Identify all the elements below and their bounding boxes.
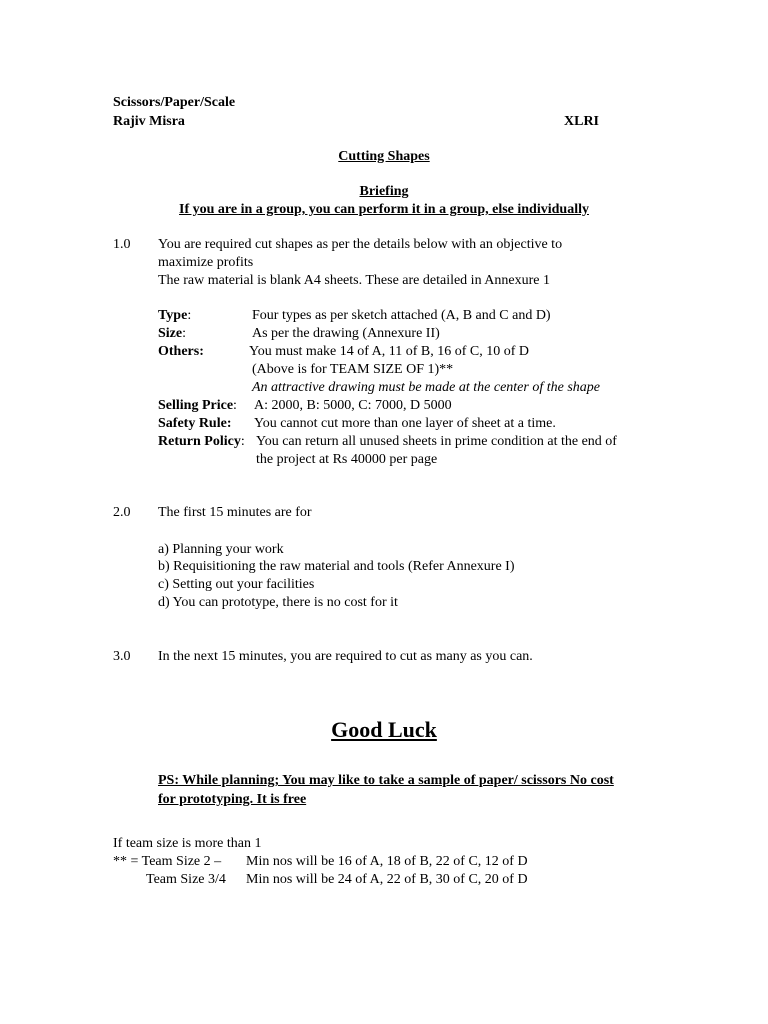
size-value: As per the drawing (Annexure II) bbox=[252, 326, 440, 341]
author-name: Rajiv Misra bbox=[113, 114, 185, 129]
return-label: Return Policy bbox=[158, 434, 241, 449]
others-value2: (Above is for TEAM SIZE OF 1)** bbox=[252, 362, 454, 377]
section1-line3: The raw material is blank A4 sheets. These are detailed in Annexure 1 bbox=[158, 273, 550, 288]
type-value: Four types as per sketch attached (A, B and C and D) bbox=[252, 308, 551, 323]
team-row2-value: Min nos will be 24 of A, 22 of B, 30 of C, 20 of D bbox=[246, 872, 528, 887]
price-label: Selling Price bbox=[158, 398, 234, 413]
others-value1: You must make 14 of A, 11 of B, 16 of C, 10 of D bbox=[249, 344, 530, 359]
size-row: Size: bbox=[158, 326, 186, 341]
return-value2: the project at Rs 40000 per page bbox=[256, 452, 438, 467]
ps-line2: for prototyping. It is free bbox=[158, 792, 307, 807]
type-row: Type: bbox=[158, 308, 192, 323]
price-value: A: 2000, B: 5000, C: 7000, D 5000 bbox=[254, 398, 452, 413]
team-row1-value: Min nos will be 16 of A, 18 of B, 22 of C, 12 of D bbox=[246, 854, 528, 869]
team-intro: If team size is more than 1 bbox=[113, 836, 262, 851]
header-line1: Scissors/Paper/Scale bbox=[113, 95, 236, 110]
section3-number: 3.0 bbox=[113, 649, 131, 664]
section1-line2: maximize profits bbox=[158, 255, 254, 270]
section2-item: c) Setting out your facilities bbox=[158, 577, 315, 592]
section2-intro: The first 15 minutes are for bbox=[158, 505, 312, 520]
briefing-subheading: If you are in a group, you can perform it in a group, else individually bbox=[179, 202, 589, 217]
institution-name: XLRI bbox=[564, 114, 600, 129]
briefing-heading: Briefing bbox=[359, 184, 409, 199]
team-row2-label: Team Size 3/4 bbox=[146, 872, 226, 887]
section1-line1: You are required cut shapes as per the details below with an objective to bbox=[158, 237, 563, 252]
section1-number: 1.0 bbox=[113, 237, 131, 252]
team-row1-label: ** = Team Size 2 – bbox=[113, 854, 222, 869]
price-row: Selling Price: bbox=[158, 398, 237, 413]
safety-label: Safety Rule: bbox=[158, 416, 232, 431]
section2-number: 2.0 bbox=[113, 505, 131, 520]
document-title: Cutting Shapes bbox=[338, 149, 430, 164]
section2-item: a) Planning your work bbox=[158, 542, 284, 557]
safety-value: You cannot cut more than one layer of sheet at a time. bbox=[254, 416, 556, 431]
others-value3: An attractive drawing must be made at the center of the shape bbox=[252, 380, 600, 395]
section2-item: b) Requisitioning the raw material and tools (Refer Annexure I) bbox=[158, 559, 515, 574]
section2-item: d) You can prototype, there is no cost for it bbox=[158, 595, 398, 610]
return-value1: You can return all unused sheets in prime condition at the end of bbox=[256, 434, 617, 449]
return-row: Return Policy: bbox=[158, 434, 245, 449]
good-luck-heading: Good Luck bbox=[331, 717, 437, 742]
section3-text: In the next 15 minutes, you are required to cut as many as you can. bbox=[158, 649, 533, 664]
ps-line1: PS: While planning; You may like to take a sample of paper/ scissors No cost bbox=[158, 773, 614, 788]
type-label: Type bbox=[158, 308, 188, 323]
size-label: Size bbox=[158, 326, 183, 341]
others-label: Others: bbox=[158, 344, 204, 359]
